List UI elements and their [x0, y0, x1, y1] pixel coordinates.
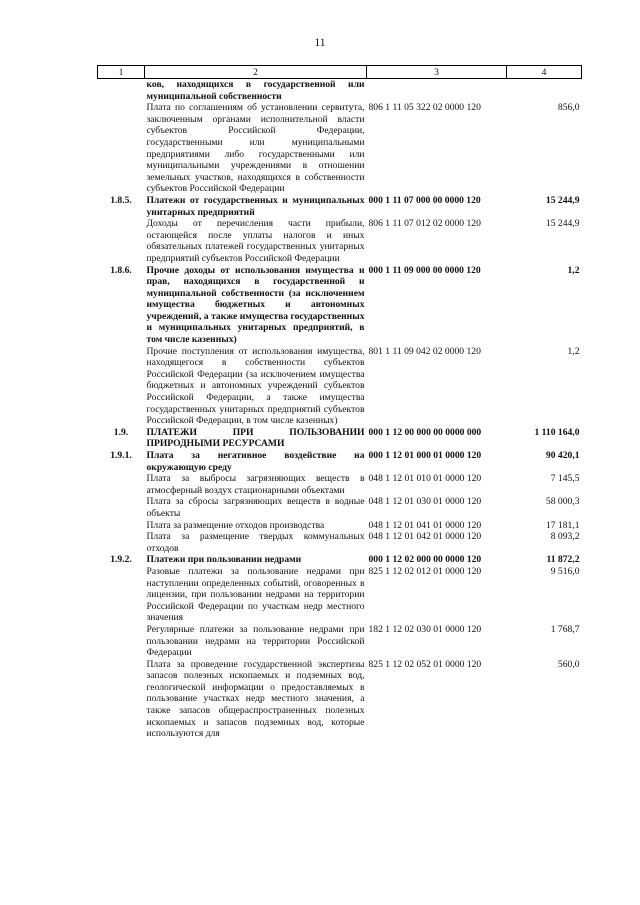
- row-code: 000 1 12 02 000 00 0000 120: [368, 554, 482, 566]
- row-number: [98, 79, 145, 103]
- row-name: Платежи от государственных и муниципальных унитарных предприятий: [146, 194, 365, 218]
- row-amount: 9 516,0: [550, 565, 580, 577]
- row-amount: 560,0: [557, 658, 580, 670]
- row-code: 000 1 11 07 000 00 0000 120: [368, 194, 481, 206]
- table-body: [98, 79, 582, 740]
- table-row: [98, 659, 582, 740]
- row-name: Прочие поступления от использования имущества, находящегося в собственности субъектов Российской Федерации (за исключением имущества бюджетных и автономных учреждений субъектов Российской Федерации, а также имущества государственных унитарных предприятий субъектов Российской Федерации, в том числе казенных): [146, 345, 365, 427]
- row-number: [98, 624, 145, 659]
- row-amount: 15 244,9: [545, 194, 580, 206]
- row-number: [98, 659, 145, 740]
- row-name: Плата за размещение отходов производства: [146, 519, 325, 531]
- row-name: Доходы от перечисления части прибыли, остающейся после уплаты налогов и иных обязательных платежей государственных унитарных предприятий субъектов Российской Федерации: [146, 218, 365, 264]
- row-amount: 7 145,5: [550, 473, 580, 485]
- row-amount: 1,2: [567, 264, 580, 276]
- row-number: 1.9.: [113, 426, 129, 438]
- table-row: [98, 531, 582, 554]
- row-amount: 11 872,2: [546, 554, 580, 566]
- row-name: Разовые платежи за пользование недрами при наступлении определенных событий, оговоренных в лицензии, при пользовании недрами на территории Российской Федерации по участкам недр местного значения: [146, 565, 365, 624]
- row-amount: 1,2: [567, 345, 580, 357]
- table-row: [98, 195, 582, 218]
- row-code: 825 1 12 02 012 01 0000 120: [368, 565, 482, 577]
- table-row: [98, 346, 582, 427]
- row-amount: 1 110 164,0: [534, 426, 580, 438]
- table-row: [98, 265, 582, 346]
- table-row: [98, 566, 582, 624]
- row-name: Прочие доходы от использования имущества и прав, находящихся в государственной и муниципальной собственности (за исключением имущества бюджетных и автономных учреждений, а также имущества государственных и муниципальных унитарных предприятий, в том числе казенных): [146, 264, 365, 346]
- row-code: 182 1 12 02 030 01 0000 120: [368, 623, 482, 635]
- row-name: ПЛАТЕЖИ ПРИ ПОЛЬЗОВАНИИ ПРИРОДНЫМИ РЕСУРСАМИ: [146, 426, 365, 450]
- table-row: [98, 624, 582, 659]
- header-col-3: 3: [367, 66, 507, 79]
- row-name: Плата за негативное воздействие на окружающую среду: [146, 450, 365, 473]
- row-number: 1.9.2.: [110, 554, 132, 566]
- row-name: Плата за сбросы загрязняющих веществ в водные объекты: [146, 496, 365, 519]
- table-row: [98, 218, 582, 264]
- row-amount: 15 244,9: [545, 218, 580, 230]
- row-number: [98, 473, 145, 496]
- row-code: 806 1 11 05 322 02 0000 120: [368, 102, 481, 114]
- row-name: Регулярные платежи за пользование недрами при пользовании недрами на территории Российской Федерации: [146, 623, 365, 659]
- row-amount: 58 000,3: [545, 496, 580, 508]
- row-number: [98, 520, 145, 532]
- row-code: 000 1 12 01 000 01 0000 120: [368, 450, 482, 461]
- row-amount: 90 420,1: [545, 450, 580, 461]
- row-name: Платежи при пользовании недрами: [146, 554, 302, 566]
- table-row: [98, 554, 582, 566]
- table-row: [98, 450, 582, 473]
- budget-revenue-table: [97, 65, 582, 740]
- row-name: Плата по соглашениям об установлении сервитута, заключенным органами исполнительной власти субъектов Российской Федерации, государственными или муниципальными предприятиями либо государственными или муниципальными учреждениями в отношении земельных участков, находящихся в собственности субъектов Российской Федерации: [146, 102, 365, 195]
- row-amount: 856,0: [557, 102, 580, 114]
- header-col-4: 4: [507, 66, 582, 79]
- table-header-row: [98, 66, 582, 79]
- row-code: 048 1 12 01 030 01 0000 120: [368, 496, 482, 508]
- row-number: 1.8.6.: [110, 264, 132, 276]
- row-number: [98, 346, 145, 427]
- page-number: 11: [314, 37, 326, 49]
- table-row: [98, 427, 582, 450]
- row-code: 000 1 12 00 000 00 0000 000: [368, 426, 482, 438]
- row-number: [98, 218, 145, 264]
- row-name: Плата за проведение государственной экспертизы запасов полезных ископаемых и подземных вод, геологической информации о предоставляемых в пользование участках недр местного значения, а также запасов общераспространенных полезных ископаемых и запасов подземных вод, которые используются для: [146, 658, 365, 740]
- row-amount: 17 181,1: [545, 519, 580, 531]
- row-number: 1.8.5.: [110, 194, 132, 206]
- table-row: [98, 496, 582, 519]
- row-name: ков, находящихся в государственной или муниципальной собственности: [146, 79, 365, 102]
- row-code: [367, 79, 507, 103]
- header-col-2: 2: [145, 66, 367, 79]
- row-number: [98, 566, 145, 624]
- row-number: [98, 102, 145, 195]
- table-row: [98, 102, 582, 195]
- table-row: [98, 520, 582, 532]
- row-amount: [507, 79, 582, 103]
- row-number: [98, 531, 145, 554]
- row-code: 048 1 12 01 042 01 0000 120: [368, 531, 482, 543]
- row-code: 806 1 11 07 012 02 0000 120: [368, 218, 481, 230]
- row-number: 1.9.1.: [110, 450, 132, 461]
- row-number: [98, 496, 145, 519]
- row-code: 801 1 11 09 042 02 0000 120: [368, 345, 481, 357]
- row-amount: 1 768,7: [550, 623, 580, 635]
- row-name: Плата за размещение твердых коммунальных отходов: [146, 531, 365, 554]
- row-code: 048 1 12 01 010 01 0000 120: [368, 473, 482, 485]
- row-code: 000 1 11 09 000 00 0000 120: [368, 264, 481, 276]
- table-row: [98, 473, 582, 496]
- row-code: 048 1 12 01 041 01 0000 120: [368, 519, 482, 531]
- table-row: [98, 79, 582, 103]
- header-col-1: 1: [98, 66, 145, 79]
- row-code: 825 1 12 02 052 01 0000 120: [368, 658, 482, 670]
- row-amount: 8 093,2: [550, 531, 580, 543]
- row-name: Плата за выбросы загрязняющих веществ в атмосферный воздух стационарными объектами: [146, 473, 365, 496]
